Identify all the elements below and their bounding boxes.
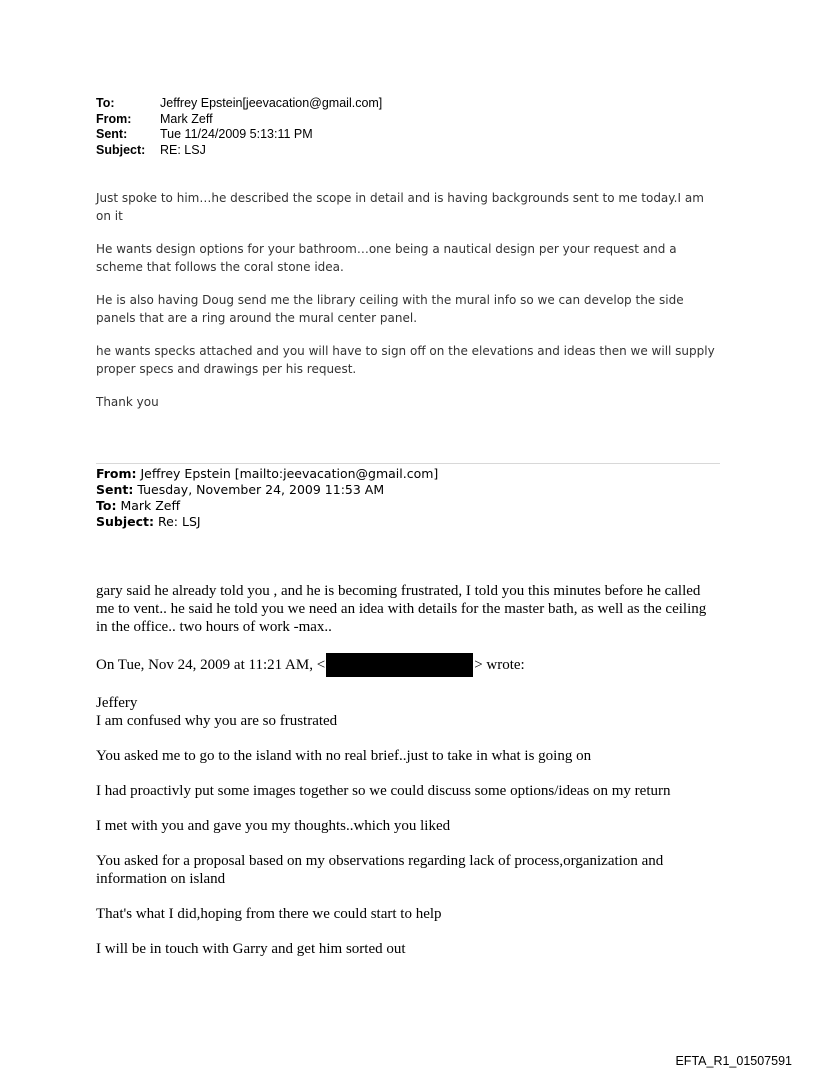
reply-body	[96, 190, 721, 428]
fwd-from-value: Jeffrey Epstein [mailto:jeevacation@gmail.com]	[140, 466, 439, 481]
header-to-value: Jeffrey Epstein[jeevacation@gmail.com]	[160, 96, 383, 110]
reply-paragraph: Just spoke to him…he described the scope in detail and is having backgrounds sent to me today.I am on it	[96, 191, 704, 223]
header-from-label: From:	[96, 111, 132, 126]
fwd-to-label: To:	[96, 498, 117, 513]
reply-paragraph: He wants design options for your bathroom…one being a nautical design per your request and a scheme that follows the coral stone idea.	[96, 242, 677, 274]
body-paragraph: That's what I did,hoping from there we could start to help	[96, 906, 442, 922]
header-sent-value: Tue 11/24/2009 5:13:11 PM	[160, 127, 313, 141]
fwd-sent-value: Tuesday, November 24, 2009 11:53 AM	[137, 482, 385, 497]
header-sent-label: Sent:	[96, 127, 128, 141]
body-paragraph: gary said he already told you , and he is becoming frustrated, I told you this minutes before he called me to vent.. he said he told you we need an idea with details for the master bath, as well as the ceiling in the office.. two hours of work -max..	[96, 583, 707, 635]
attribution-prefix: On Tue, Nov 24, 2009 at 11:21 AM, <	[96, 657, 326, 673]
document-id: EFTA_R1_01507591	[675, 1054, 792, 1068]
fwd-from-label: From:	[96, 466, 137, 481]
fwd-subject-label: Subject:	[96, 514, 154, 529]
reply-paragraph: he wants specks attached and you will have to sign off on the elevations and ideas then we will supply proper specs and drawings per his request.	[96, 344, 715, 376]
body-salutation-block	[96, 694, 721, 730]
fwd-to-value: Mark Zeff	[120, 498, 181, 513]
body-paragraph: I met with you and gave you my thoughts..which you liked	[96, 818, 451, 834]
body-paragraph: You asked me to go to the island with no real brief..just to take in what is going on	[96, 748, 592, 764]
attribution-suffix: > wrote:	[474, 657, 525, 673]
fwd-sent-row	[96, 482, 438, 498]
fwd-subject-value: Re: LSJ	[157, 514, 201, 529]
body-line: I am confused why you are so frustrated	[96, 713, 338, 729]
header-subject-value: RE: LSJ	[160, 142, 206, 157]
header-sent-row	[96, 127, 382, 143]
header-subject-label: Subject:	[96, 142, 146, 157]
divider	[96, 463, 720, 464]
forwarded-header	[96, 466, 438, 530]
header-to-label: To:	[96, 96, 115, 110]
fwd-to-row	[96, 498, 438, 514]
email-header	[96, 96, 382, 158]
body-salutation: Jeffery	[96, 695, 138, 711]
header-from-value: Mark Zeff	[160, 111, 213, 126]
fwd-sent-label: Sent:	[96, 482, 134, 497]
body-paragraph: You asked for a proposal based on my observations regarding lack of process,organization and information on island	[96, 853, 664, 887]
body-paragraph: I had proactivly put some images together so we could discuss some options/ideas on my return	[96, 783, 671, 799]
header-to-row	[96, 96, 382, 112]
header-subject-row	[96, 143, 382, 159]
body-paragraph: I will be in touch with Garry and get him sorted out	[96, 941, 406, 957]
reply-paragraph: Thank you	[96, 395, 159, 409]
fwd-subject-row	[96, 514, 438, 530]
redaction-box	[326, 653, 473, 677]
original-message-body	[96, 582, 721, 975]
header-from-row	[96, 112, 382, 128]
quote-attribution	[96, 653, 721, 677]
fwd-from-row	[96, 466, 438, 482]
reply-paragraph: He is also having Doug send me the library ceiling with the mural info so we can develop the side panels that are a ring around the mural center panel.	[96, 293, 684, 325]
